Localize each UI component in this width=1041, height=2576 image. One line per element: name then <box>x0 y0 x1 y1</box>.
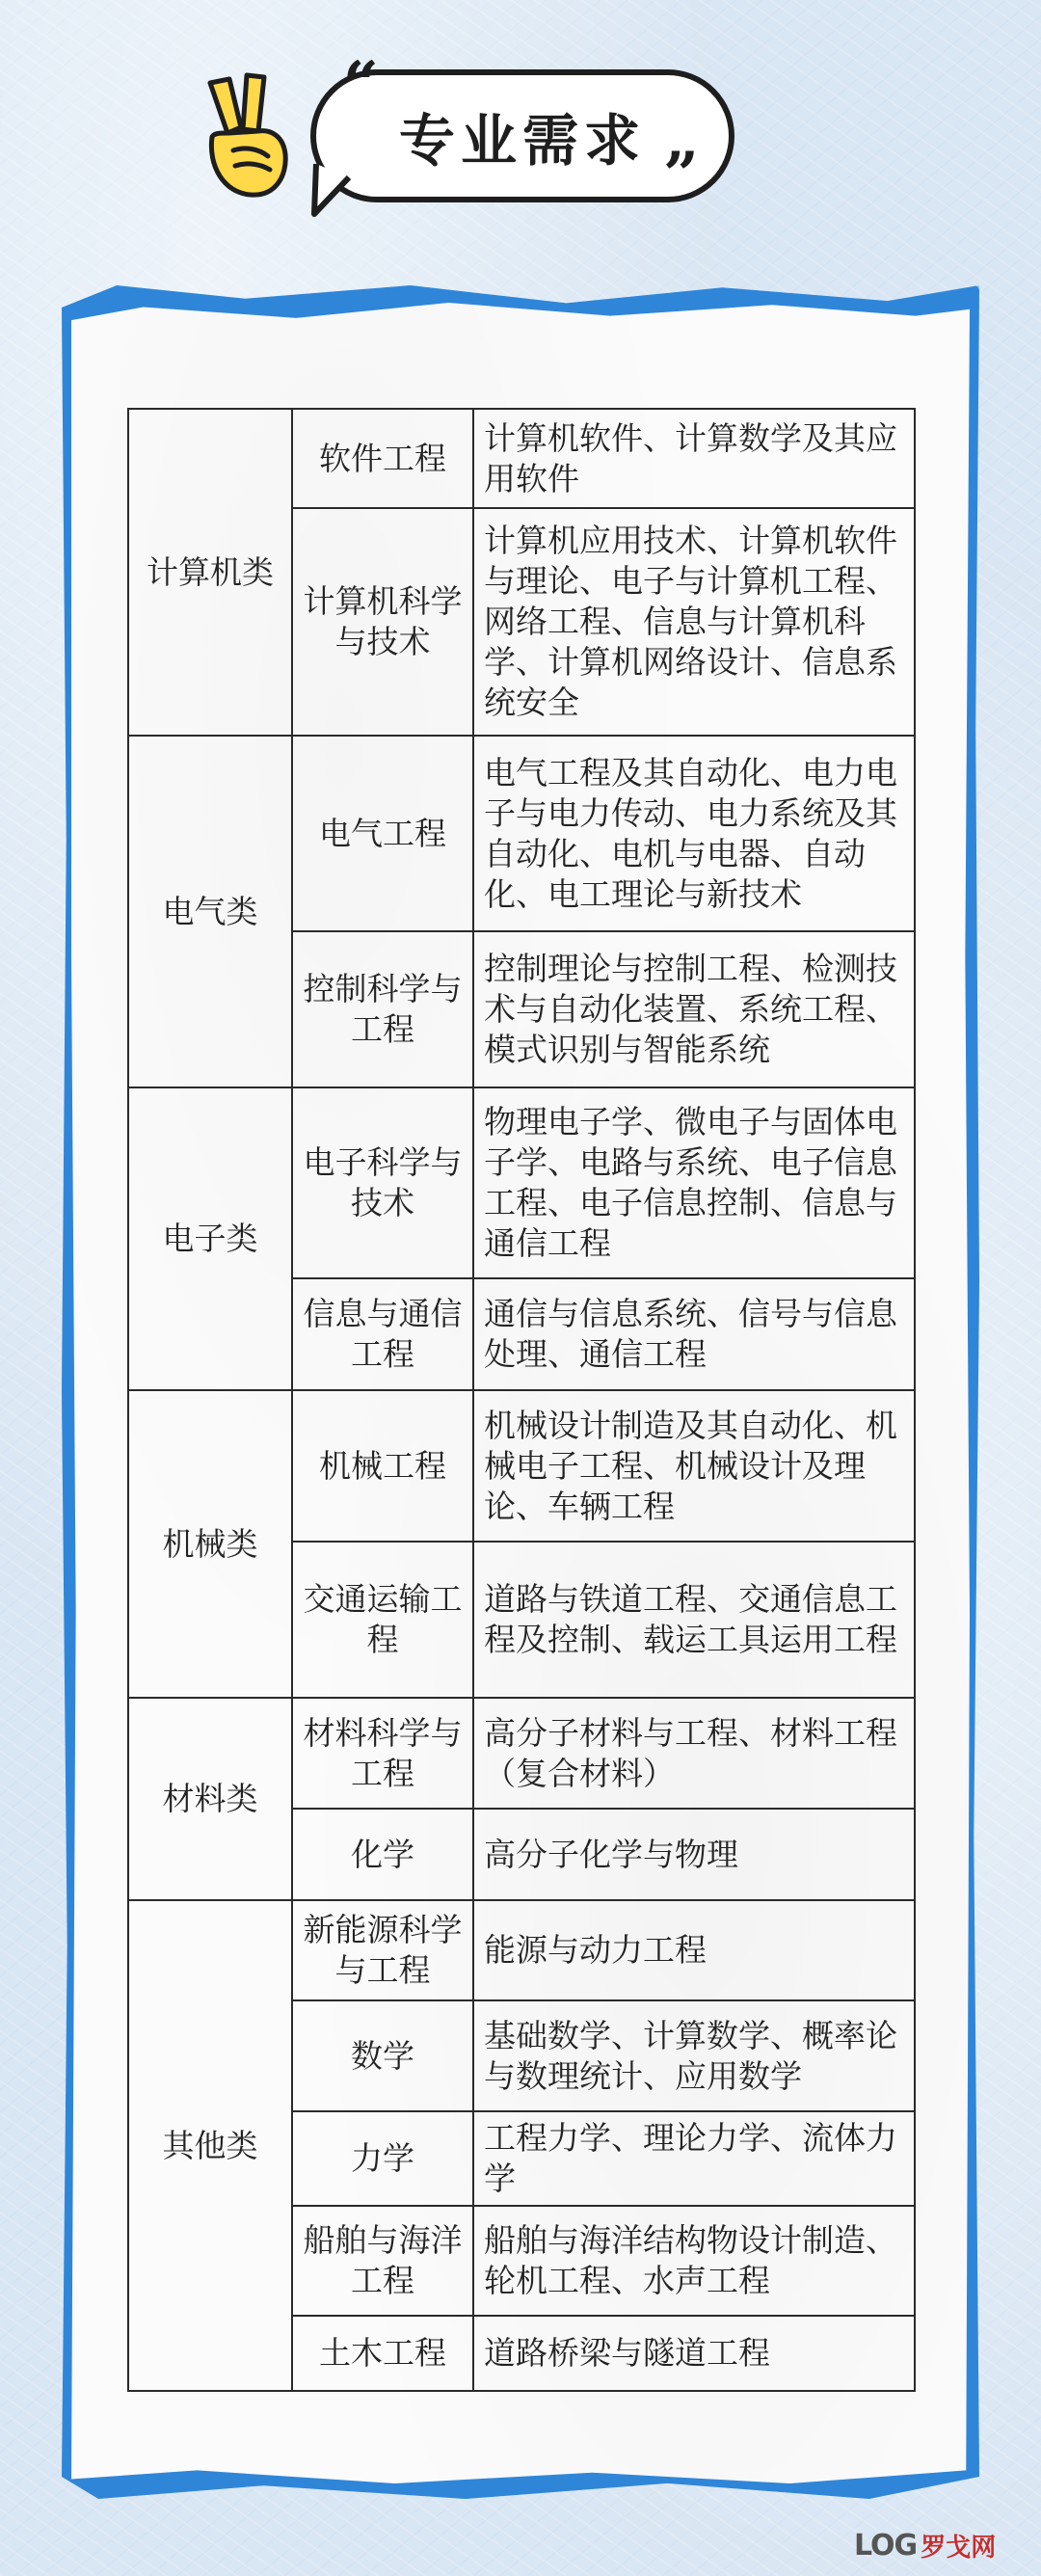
majors-cell: 能源与动力工程 <box>473 1900 915 2000</box>
majors-cell: 道路与铁道工程、交通信息工程及控制、载运工具运用工程 <box>473 1542 915 1698</box>
subcategory-cell: 信息与通信工程 <box>292 1278 473 1390</box>
watermark <box>854 2524 1028 2566</box>
majors-cell: 船舶与海洋结构物设计制造、轮机工程、水声工程 <box>473 2206 915 2316</box>
major-requirements-table <box>127 408 916 2392</box>
majors-cell: 计算机软件、计算数学及其应用软件 <box>473 409 915 508</box>
category-cell: 材料类 <box>128 1698 292 1900</box>
subcategory-cell: 力学 <box>292 2111 473 2206</box>
majors-cell: 道路桥梁与隧道工程 <box>473 2316 915 2391</box>
subcategory-cell: 船舶与海洋工程 <box>292 2206 473 2316</box>
table-row <box>128 736 915 931</box>
majors-cell: 高分子化学与物理 <box>473 1809 915 1900</box>
category-cell: 计算机类 <box>128 409 292 736</box>
table-row <box>128 1390 915 1542</box>
majors-cell: 机械设计制造及其自动化、机械电子工程、机械设计及理论、车辆工程 <box>473 1390 915 1542</box>
majors-cell: 电气工程及其自动化、电力电子与电力传动、电力系统及其自动化、电机与电器、自动化、电工理论与新技术 <box>473 736 915 931</box>
majors-cell: 通信与信息系统、信号与信息处理、通信工程 <box>473 1278 915 1390</box>
subcategory-cell: 数学 <box>292 2000 473 2111</box>
table-row <box>128 1900 915 2000</box>
page-title: 专业需求 <box>398 108 646 174</box>
majors-cell: 计算机应用技术、计算机软件与理论、电子与计算机工程、网络工程、信息与计算机科学、计算机网络设计、信息系统安全 <box>473 508 915 736</box>
majors-cell: 物理电子学、微电子与固体电子学、电路与系统、电子信息工程、电子信息控制、信息与通信工程 <box>473 1087 915 1278</box>
table-row <box>128 1087 915 1278</box>
watermark-logo: LOG <box>854 2528 918 2563</box>
majors-cell: 基础数学、计算数学、概率论与数理统计、应用数学 <box>473 2000 915 2111</box>
subcategory-cell: 土木工程 <box>292 2316 473 2391</box>
subcategory-cell: 电子科学与技术 <box>292 1087 473 1278</box>
majors-cell: 控制理论与控制工程、检测技术与自动化装置、系统工程、模式识别与智能系统 <box>473 931 915 1087</box>
category-cell: 机械类 <box>128 1390 292 1698</box>
quote-open-mark: “ <box>343 48 379 121</box>
subcategory-cell: 计算机科学与技术 <box>292 508 473 736</box>
subcategory-cell: 电气工程 <box>292 736 473 931</box>
subcategory-cell: 新能源科学与工程 <box>292 1900 473 2000</box>
subcategory-cell: 化学 <box>292 1809 473 1900</box>
victory-hand-icon <box>191 69 297 204</box>
subcategory-cell: 机械工程 <box>292 1390 473 1542</box>
quote-close-mark: ” <box>663 139 699 211</box>
table-row <box>128 409 915 508</box>
table-row <box>128 1698 915 1809</box>
majors-cell: 工程力学、理论力学、流体力学 <box>473 2111 915 2206</box>
category-cell: 电子类 <box>128 1087 292 1390</box>
category-cell: 其他类 <box>128 1900 292 2391</box>
watermark-brand: 罗戈网 <box>921 2533 997 2563</box>
subcategory-cell: 材料科学与工程 <box>292 1698 473 1809</box>
subcategory-cell: 控制科学与工程 <box>292 931 473 1087</box>
category-cell: 电气类 <box>128 736 292 1087</box>
subcategory-cell: 软件工程 <box>292 409 473 508</box>
subcategory-cell: 交通运输工程 <box>292 1542 473 1698</box>
majors-cell: 高分子材料与工程、材料工程（复合材料） <box>473 1698 915 1809</box>
